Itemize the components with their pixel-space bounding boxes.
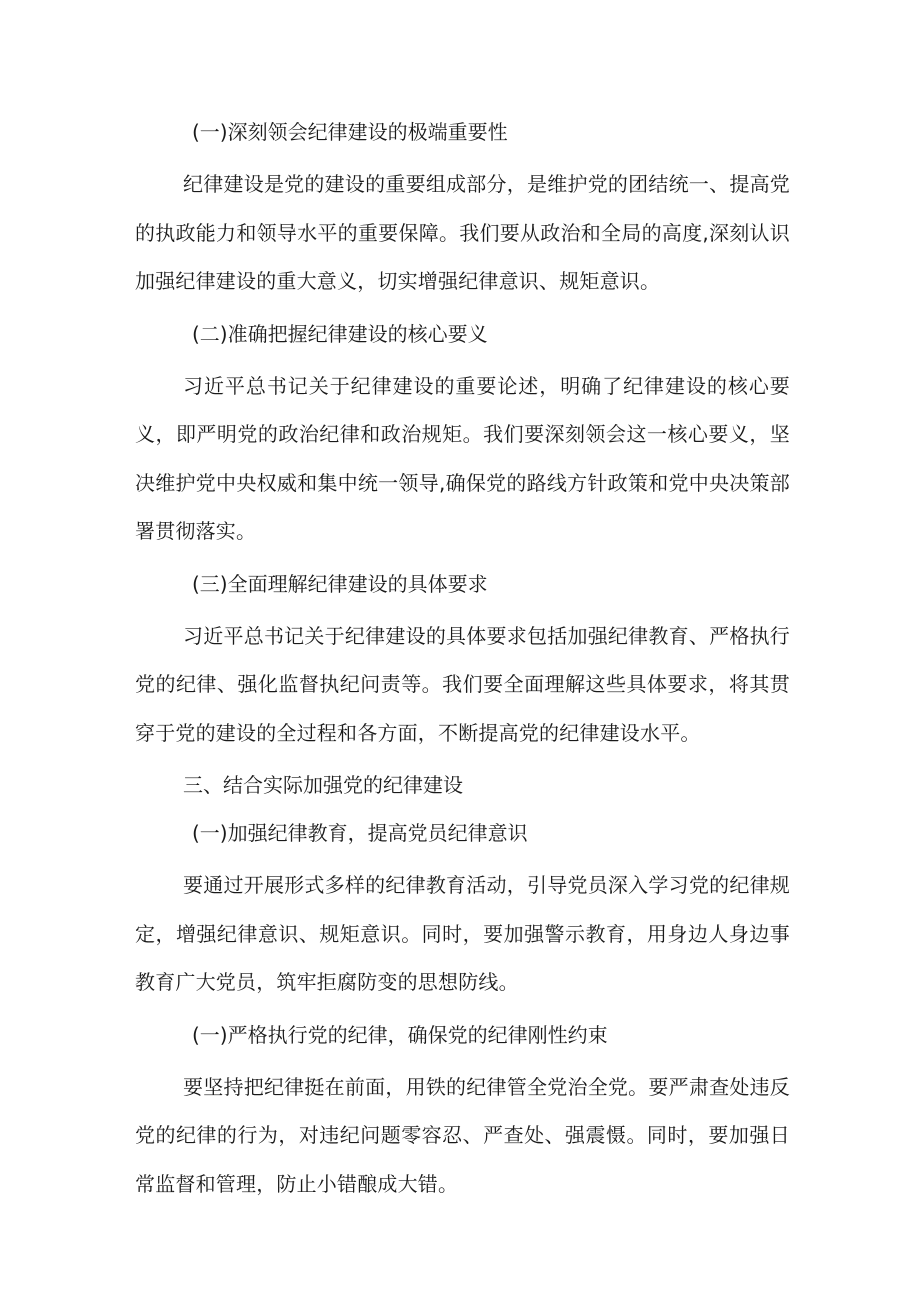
section-paragraph: 要通过开展形式多样的纪律教育活动，引导党员深入学习党的纪律规定，增强纪律意识、规矩意识。同时，要加强警示教育，用身边人身边事教育广大党员，筑牢拒腐防变的思想防线。 [135,873,790,994]
section-heading: (一)加强纪律教育，提高党员纪律意识 [192,821,528,845]
section-paragraph: 要坚持把纪律挺在前面，用铁的纪律管全党治全党。要严肃查处违反党的纪律的行为，对违纪问题零容忍、严查处、强震慑。同时，要加强日常监督和管理，防止小错酿成大错。 [135,1074,790,1196]
section-paragraph: 习近平总书记关于纪律建设的重要论述，明确了纪律建设的核心要义，即严明党的政治纪律和政治规矩。我们要深刻领会这一核心要义，坚决维护党中央权威和集中统一领导,确保党的路线方针政策和党中央决策部署贯彻落实。 [135,373,790,543]
section-paragraph: 纪律建设是党的建设的重要组成部分，是维护党的团结统一、提高党的执政能力和领导水平的重要保障。我们要从政治和全局的高度,深刻认识加强纪律建设的重大意义，切实增强纪律意识、规矩意识。 [135,172,790,293]
section-heading: (一)深刻领会纪律建设的极端重要性 [192,120,508,144]
section-heading: (二)准确把握纪律建设的核心要义 [192,321,488,346]
section-heading: (一)严格执行党的纪律，确保党的纪律刚性约束 [192,1022,608,1047]
document-body [135,112,790,1216]
section-paragraph: 习近平总书记关于纪律建设的具体要求包括加强纪律教育、严格执行党的纪律、强化监督执纪问责等。我们要全面理解这些具体要求，将其贯穿于党的建设的全过程和各方面，不断提高党的纪律建设水平。 [135,623,790,745]
section-heading: (三)全面理解纪律建设的具体要求 [192,571,488,596]
chapter-heading: 三、结合实际加强党的纪律建设 [183,773,463,797]
